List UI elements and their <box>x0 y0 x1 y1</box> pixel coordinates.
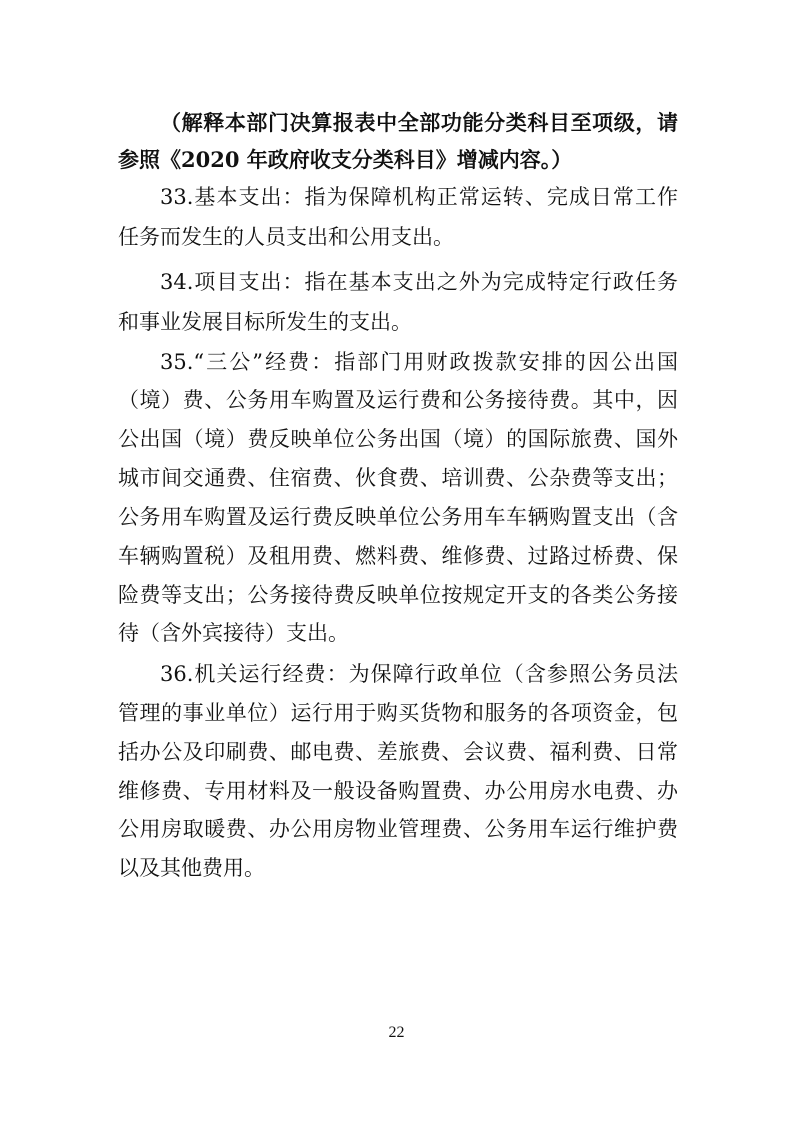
item-35-line-5: 公务用车购置及运行费反映单位公务用车车辆购置支出（含 <box>118 505 678 529</box>
item-36-line-5: 公用房取暖费、办公用房物业管理费、公务用车运行维护费 <box>118 817 678 841</box>
item-36-line-1: 36.机关运行经费：为保障行政单位（含参照公务员法 <box>160 662 678 686</box>
item-35-line-2: （境）费、公务用车购置及运行费和公务接待费。其中，因 <box>118 388 678 412</box>
item-33-line-1: 33.基本支出：指为保障机构正常运转、完成日常工作 <box>160 185 678 209</box>
note-line-1: （解释本部门决算报表中全部功能分类科目至项级，请 <box>160 110 678 135</box>
item-33-line-2: 任务而发生的人员支出和公用支出。 <box>118 225 454 249</box>
item-34-line-2: 和事业发展目标所发生的支出。 <box>118 310 412 334</box>
item-36-line-4: 维修费、专用材料及一般设备购置费、办公用房水电费、办 <box>118 779 678 803</box>
item-35-line-1: 35.“三公”经费：指部门用财政拨款安排的因公出国 <box>160 350 678 374</box>
item-35-line-6: 车辆购置税）及租用费、燃料费、维修费、过路过桥费、保 <box>118 544 678 568</box>
note-line-2: 参照《2020 年政府收支分类科目》增减内容。） <box>118 147 573 172</box>
item-35-line-7: 险费等支出；公务接待费反映单位按规定开支的各类公务接 <box>118 583 678 607</box>
item-36-line-3: 括办公及印刷费、邮电费、差旅费、会议费、福利费、日常 <box>118 740 678 764</box>
page-number: 22 <box>388 1024 405 1041</box>
item-36-line-6: 以及其他费用。 <box>118 856 265 880</box>
item-35-line-8: 待（含外宾接待）支出。 <box>118 621 349 645</box>
item-36-line-2: 管理的事业单位）运行用于购买货物和服务的各项资金，包 <box>118 701 678 725</box>
item-34-line-1: 34.项目支出：指在基本支出之外为完成特定行政任务 <box>160 270 678 294</box>
item-35-line-3: 公出国（境）费反映单位公务出国（境）的国际旅费、国外 <box>118 427 678 451</box>
item-35-line-4: 城市间交通费、住宿费、伙食费、培训费、公杂费等支出； <box>118 466 678 490</box>
